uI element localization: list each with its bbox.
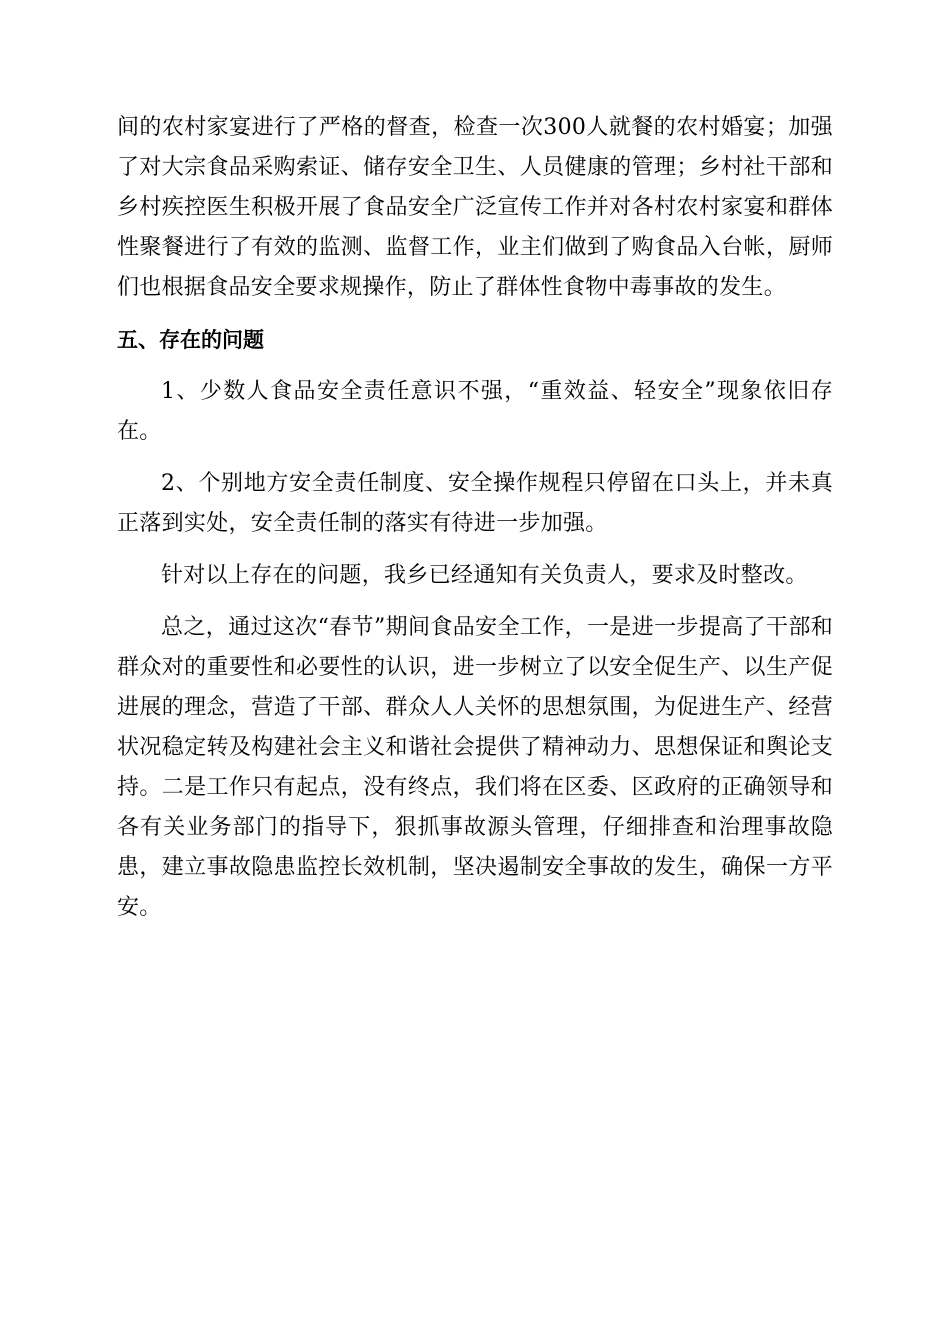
response-paragraph: 针对以上存在的问题，我乡已经通知有关负责人，要求及时整改。 [161, 563, 808, 588]
conclusion-paragraph: 总之，通过这次“春节”期间食品安全工作，一是进一步提高了干部和群众对的重要性和必要性的认识，进一步树立了以安全促生产、以生产促进展的理念，营造了干部、群众人人关怀的思想氛围，为促进生产、经营状况稳定转及构建社会主义和谐社会提供了精神动力、思想保证和舆论支持。二是工作只有起点，没有终点，我们将在区委、区政府的正确领导和各有关业务部门的指导下，狠抓事故源头管理，仔细排查和治理事故隐患，建立事故隐患监控长效机制，坚决遏制安全事故的发生，确保一方平安。 [117, 615, 833, 920]
issue-item-1: 1、少数人食品安全责任意识不强，“重效益、轻安全”现象依旧存在。 [117, 379, 833, 444]
section-heading: 五、存在的问题 [117, 328, 264, 352]
document-page [117, 108, 833, 928]
issue-item-2: 2、个别地方安全责任制度、安全操作规程只停留在口头上，并未真正落到实处，安全责任制的落实有待进一步加强。 [117, 471, 833, 536]
intro-paragraph: 间的农村家宴进行了严格的督查，检查一次300人就餐的农村婚宴；加强了对大宗食品采购索证、储存安全卫生、人员健康的管理；乡村社干部和乡村疾控医生积极开展了食品安全广泛宣传工作并对各村农村家宴和群体性聚餐进行了有效的监测、监督工作，业主们做到了购食品入台帐，厨师们也根据食品安全要求规操作，防止了群体性食物中毒事故的发生。 [117, 115, 833, 300]
